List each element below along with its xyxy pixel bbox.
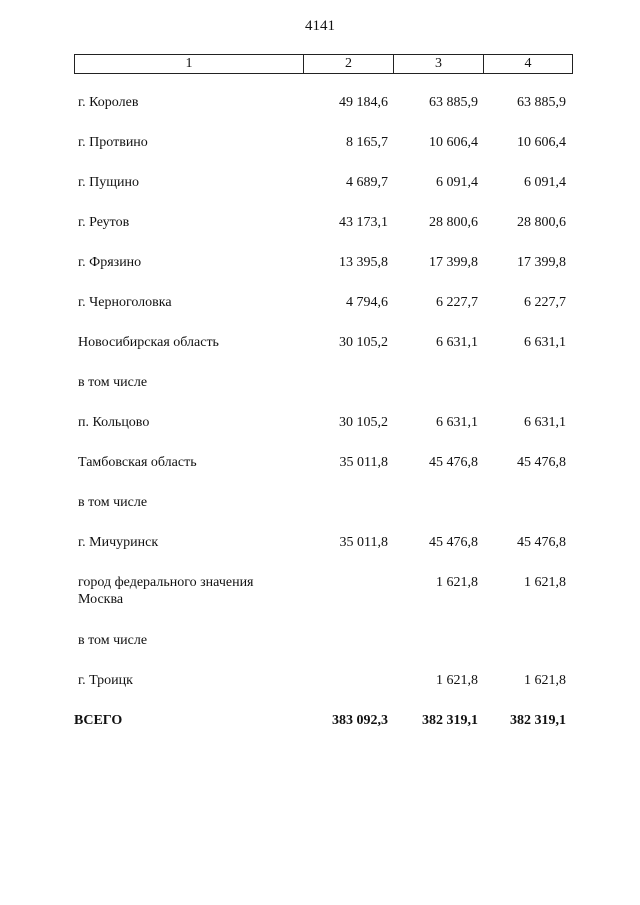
row-value-col4: 6 227,7 bbox=[524, 295, 566, 310]
row-value-col4: 45 476,8 bbox=[517, 535, 566, 550]
table-row bbox=[0, 626, 640, 666]
row-value-col4: 28 800,6 bbox=[517, 215, 566, 230]
row-value-col4: 1 621,8 bbox=[524, 575, 566, 590]
table-row bbox=[0, 208, 640, 248]
column-header-table bbox=[74, 54, 573, 74]
row-value-col3: 10 606,4 bbox=[429, 135, 478, 150]
row-value-col3: 6 227,7 bbox=[436, 295, 478, 310]
row-value-col3: 6 631,1 bbox=[436, 335, 478, 350]
page-number: 4141 bbox=[305, 18, 335, 34]
table-row bbox=[0, 288, 640, 328]
row-value-col3: 6 631,1 bbox=[436, 415, 478, 430]
table-row bbox=[0, 408, 640, 448]
row-name: п. Кольцово bbox=[78, 415, 150, 430]
row-value-col2: 4 689,7 bbox=[346, 175, 388, 190]
row-value-col2: 30 105,2 bbox=[339, 415, 388, 430]
row-name: Новосибирская область bbox=[78, 335, 219, 350]
column-header-4: 4 bbox=[484, 55, 573, 74]
table-row bbox=[0, 168, 640, 208]
total-label: ВСЕГО bbox=[74, 713, 123, 728]
row-value-col2: 13 395,8 bbox=[339, 255, 388, 270]
row-value-col2: 35 011,8 bbox=[339, 535, 388, 550]
row-name: город федерального значения Москва bbox=[78, 575, 254, 607]
table-row bbox=[0, 248, 640, 288]
row-value-col2: 49 184,6 bbox=[339, 95, 388, 110]
table-row bbox=[0, 88, 640, 128]
row-value-col3: 1 621,8 bbox=[436, 673, 478, 688]
table-row bbox=[0, 128, 640, 168]
row-value-col2: 30 105,2 bbox=[339, 335, 388, 350]
row-value-col2: 4 794,6 bbox=[346, 295, 388, 310]
row-value-col2: 8 165,7 bbox=[346, 135, 388, 150]
total-value-col4: 382 319,1 bbox=[510, 713, 566, 728]
table-row bbox=[0, 528, 640, 568]
row-value-col4: 1 621,8 bbox=[524, 673, 566, 688]
row-value-col4: 10 606,4 bbox=[517, 135, 566, 150]
column-header-2: 2 bbox=[304, 55, 394, 74]
column-header-row bbox=[75, 55, 573, 74]
row-value-col3: 17 399,8 bbox=[429, 255, 478, 270]
table-body bbox=[0, 88, 640, 746]
row-value-col3: 45 476,8 bbox=[429, 535, 478, 550]
row-value-col2: 35 011,8 bbox=[339, 455, 388, 470]
table-row bbox=[0, 448, 640, 488]
total-value-col2: 383 092,3 bbox=[332, 713, 388, 728]
row-value-col4: 45 476,8 bbox=[517, 455, 566, 470]
row-value-col4: 63 885,9 bbox=[517, 95, 566, 110]
column-header-1: 1 bbox=[75, 55, 304, 74]
column-header-3: 3 bbox=[394, 55, 484, 74]
row-value-col4: 6 091,4 bbox=[524, 175, 566, 190]
table-row bbox=[0, 488, 640, 528]
table-row bbox=[0, 368, 640, 408]
row-value-col4: 6 631,1 bbox=[524, 335, 566, 350]
row-name: в том числе bbox=[78, 495, 148, 510]
row-name: г. Фрязино bbox=[78, 255, 142, 270]
row-name: г. Королев bbox=[78, 95, 139, 110]
total-row bbox=[0, 706, 640, 746]
row-name: г. Реутов bbox=[78, 215, 130, 230]
row-name: г. Черноголовка bbox=[78, 295, 172, 310]
row-name: г. Троицк bbox=[78, 673, 133, 688]
row-name: в том числе bbox=[78, 375, 148, 390]
table-row bbox=[0, 568, 640, 626]
row-value-col4: 17 399,8 bbox=[517, 255, 566, 270]
row-name: в том числе bbox=[78, 633, 148, 648]
row-name: г. Мичуринск bbox=[78, 535, 159, 550]
row-name: Тамбовская область bbox=[78, 455, 197, 470]
row-name: г. Пущино bbox=[78, 175, 140, 190]
row-value-col3: 45 476,8 bbox=[429, 455, 478, 470]
row-value-col4: 6 631,1 bbox=[524, 415, 566, 430]
row-value-col3: 63 885,9 bbox=[429, 95, 478, 110]
table-row bbox=[0, 666, 640, 706]
row-value-col3: 6 091,4 bbox=[436, 175, 478, 190]
row-value-col2: 43 173,1 bbox=[339, 215, 388, 230]
row-value-col3: 1 621,8 bbox=[436, 575, 478, 590]
table-row bbox=[0, 328, 640, 368]
total-value-col3: 382 319,1 bbox=[422, 713, 478, 728]
row-value-col3: 28 800,6 bbox=[429, 215, 478, 230]
row-name: г. Протвино bbox=[78, 135, 148, 150]
